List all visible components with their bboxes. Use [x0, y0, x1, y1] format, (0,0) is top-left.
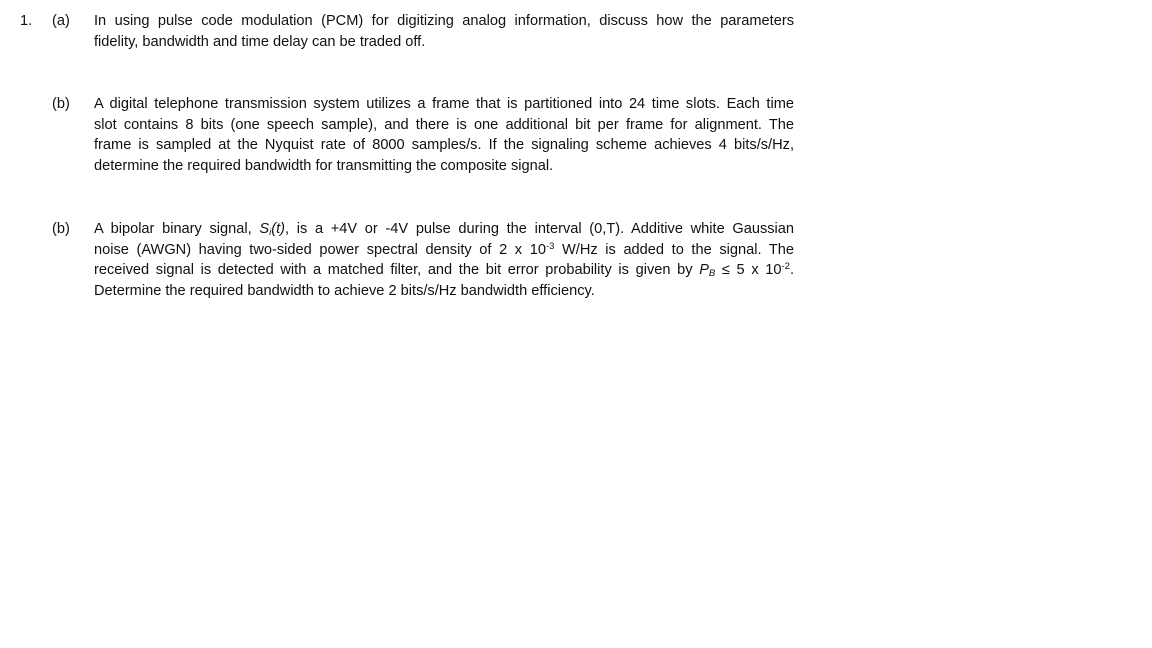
text-line: determine the required bandwidth for transmitting the composite signal.: [94, 157, 554, 174]
text-line: slot contains 8 bits (one speech sample), and there is one additional bit per frame for alignment. The: [94, 116, 794, 133]
text-line: [94, 260, 794, 281]
probability-symbol: [699, 262, 715, 278]
text-run: received signal is detected with a matched filter, and the bit error probability is given by: [94, 262, 700, 278]
part-label: (a): [52, 13, 70, 29]
text-line: [94, 219, 794, 240]
symbol-subscript: i: [269, 227, 272, 238]
text-run: ≤ 5 x 10: [715, 262, 782, 278]
symbol-subscript: B: [708, 268, 716, 279]
symbol-base: S: [259, 221, 270, 237]
text-line: A digital telephone transmission system utilizes a frame that is partitioned into 24 time slots. Each time: [94, 96, 794, 112]
question-number: 1.: [20, 13, 33, 29]
text-run: W/Hz is added to the signal. The: [554, 241, 794, 258]
part-label: (b): [52, 221, 70, 237]
part-text: [94, 11, 794, 52]
exponent: -2: [781, 261, 790, 272]
text-run: , is a +4V or -4V pulse during the interval (0,T). Additive white Gaussian: [285, 221, 795, 237]
text-line: Determine the required bandwidth to achieve 2 bits/s/Hz bandwidth efficiency.: [94, 282, 595, 299]
text-line: In using pulse code modulation (PCM) for digitizing analog information, discuss how the parameters: [94, 13, 794, 29]
part-label: (b): [52, 96, 70, 112]
text-run: noise (AWGN) having two-sided power spectral density of 2 x 10: [94, 241, 546, 258]
symbol-base: P: [699, 262, 709, 278]
exponent: -3: [545, 240, 555, 252]
text-line: fidelity, bandwidth and time delay can be traded off.: [94, 33, 426, 50]
text-run: A bipolar binary signal,: [94, 221, 260, 237]
text-line: [94, 240, 794, 261]
text-run: .: [789, 262, 795, 278]
text-line: frame is sampled at the Nyquist rate of 8000 samples/s. If the signaling scheme achieves 4 bits/s/Hz,: [94, 137, 794, 153]
symbol-arg: (t): [271, 221, 286, 237]
signal-symbol: [259, 221, 285, 237]
part-text: [94, 94, 794, 176]
part-text: [94, 219, 794, 301]
